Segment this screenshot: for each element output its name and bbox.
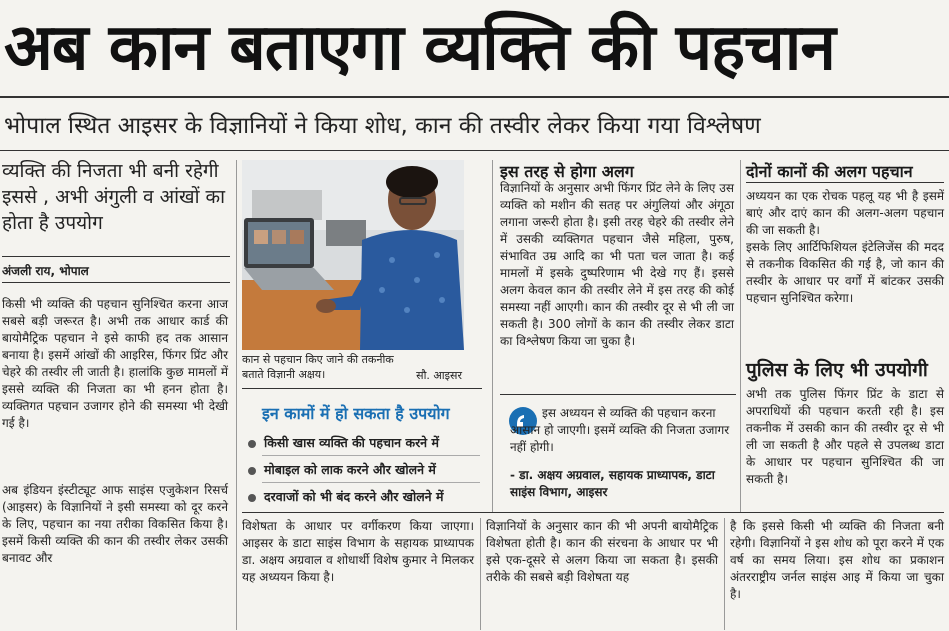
subheadline-rule [0, 150, 949, 151]
uses-title: इन कामों में हो सकता है उपयोग [262, 404, 450, 423]
quote-body: इस अध्ययन से व्यक्ति की पहचान करना आसान हो जाएगी। इसमें व्यक्ति की निजता उजागर नहीं होगी। [510, 406, 730, 454]
photo-illustration [242, 160, 464, 350]
bullet-icon [248, 467, 256, 475]
photo-caption [242, 352, 464, 382]
use-item-text: किसी खास व्यक्ति की पहचान करने में [264, 435, 439, 450]
bottom-col-4: है कि इससे किसी भी व्यक्ति की निजता बनी रहेगी। विज्ञानियों ने इस शोध को पूरा करने में एक वर्ष का समय लिया। इस शोध का प्रकाशन अंतरराष्ट्रीय जर्नल साइंस आइ में किया जा चुका है। [730, 519, 944, 601]
column-divider-2 [492, 160, 493, 512]
section-body-different: विज्ञानियों के अनुसार अभी फिंगर प्रिंट लेने के लिए उस व्यक्ति को मशीन की सतह पर अंगुलियां और अंगूठा लगाना जरूरी होता है। इसी तरह चेहरे की तस्वीर लेने में उसकी व्यक्तिगत पहचान जैसे महिला, पुरुष, संभावित उम्र आदि का भी पता चल जाता है। कई मामलों में इसके दुष्परिणाम भी देखे गए हैं। इससे अलग केवल कान की तस्वीर लेने में इस तरह की कोई समस्या नहीं आएगी। कान की तस्वीर दूर से भी ली जा सकती है। 300 लोगों के कान की तस्वीर लेकर डाटा का विश्लेषण किया जा चुका है। [500, 181, 734, 348]
quote-rule [500, 394, 736, 395]
section-body-two-ears [746, 188, 944, 307]
sec3-rule [746, 182, 944, 183]
use-item-text: मोबाइल को लाक करने और खोलने में [264, 462, 436, 477]
photo-scientist [242, 160, 464, 350]
section-heading-two-ears: दोनों कानों की अलग पहचान [746, 162, 913, 181]
col1-paragraph-1: किसी भी व्यक्ति की पहचान सुनिश्चित करना आज सबसे बड़ी जरूरत है। अभी तक आधार कार्ड की बायोमैट्रिक पहचान ने इसे काफी हद तक आसान बनाया है। इसमें आंखों की आइरिस, फिंगर प्रिंट और चेहरे की तस्वीर ली जाती है। हालांकि कुछ मामलों में इससे व्यक्ति की निजता का भी हनन होता है। व्यक्तिगत पहचान उजागर होने की समस्या भी देखी गई है। [2, 297, 228, 430]
quote-attribution: - डा. अक्षय अग्रवाल, सहायक प्राध्यापक, डाटा साइंस विभाग, आइसर [510, 468, 715, 499]
bottom-divider-2 [724, 518, 725, 630]
quote-text [510, 405, 734, 456]
column-divider-3 [740, 160, 741, 512]
bottom-col-2: विशेषता के आधार पर वर्गीकरण किया जाएगा। आइसर के डाटा साइंस विभाग के सहायक प्राध्यापक डा. अक्षय अग्रवाल व शोधार्थी विशेष कुमार ने मिलकर यह अध्ययन किया है। [242, 519, 474, 584]
caption-text: कान से पहचान किए जाने की तकनीक बताते विज्ञानी अक्षय। [242, 353, 394, 381]
section-heading-police: पुलिस के लिए भी उपयोगी [746, 359, 928, 381]
bullet-icon [248, 494, 256, 502]
use-item-text: दरवाजों को भी बंद करने और खोलने में [264, 489, 444, 504]
section-body-police: अभी तक पुलिस फिंगर प्रिंट के डाटा से अपराधियों की पहचान करती रही है। इस तकनीक में उसकी कान की तस्वीर दूर से भी ली जा सकती है और पहले से उपलब्ध डाटा के आधार पर पहचान सुनिश्चित की जा सकती है। [746, 387, 944, 486]
sec3-paragraph-2: इसके लिए आर्टिफिशियल इंटेलिजेंस की मदद से तकनीक विकसित की गई है, जो कान की तस्वीर के आधार पर वर्गों में बांटकर उसकी पहचान सुनिश्चित करेगा। [746, 240, 944, 305]
bullet-icon [248, 440, 256, 448]
col1-paragraph-2: अब इंडियन इंस्टीट्यूट आफ साइंस एजुकेशन रिसर्च (आइसर) के विज्ञानियों ने इसी समस्या को दूर करने के लिए, पहचान का नया तरीका विकसित किया है। इसमें किसी व्यक्ति की कान की तस्वीर लेकर उसकी बनावट और [2, 483, 228, 565]
headline-rule [0, 96, 949, 98]
bottom-section-rule [242, 512, 944, 513]
byline-rule [2, 282, 230, 283]
use-divider [262, 455, 480, 456]
kicker: व्यक्ति की निजता भी बनी रहेगी इससे , अभी अंगुली व आंखों का होता है उपयोग [2, 160, 226, 234]
bottom-col-3: विज्ञानियों के अनुसार कान की भी अपनी बायोमैट्रिक विशेषता होती है। कान की संरचना के आधार पर भी इसे एक-दूसरे से अलग किया जा सकता है। इसकी तरीके की सबसे बड़ी विशेषता यह [486, 519, 718, 584]
bottom-divider-1 [480, 518, 481, 630]
caption-rule [242, 388, 482, 389]
use-item [248, 434, 439, 451]
section-heading-different: इस तरह से होगा अलग [500, 162, 634, 181]
sec3-paragraph-1: अध्ययन का एक रोचक पहलू यह भी है इसमें बाएं और दाएं कान की अलग-अलग पहचान की जा सकती है। [746, 189, 944, 237]
kicker-rule [2, 256, 230, 257]
use-item [248, 461, 436, 478]
use-item [248, 488, 443, 505]
headline: अब कान बताएगा व्यक्ति की पहचान [4, 11, 835, 85]
column-divider-1 [236, 160, 237, 630]
subheadline: भोपाल स्थित आइसर के विज्ञानियों ने किया शोध, कान की तस्वीर लेकर किया गया विश्लेषण [4, 113, 761, 139]
byline: अंजली राय, भोपाल [2, 264, 89, 278]
use-divider [262, 482, 480, 483]
caption-credit: सौ. आइसर [416, 369, 462, 382]
